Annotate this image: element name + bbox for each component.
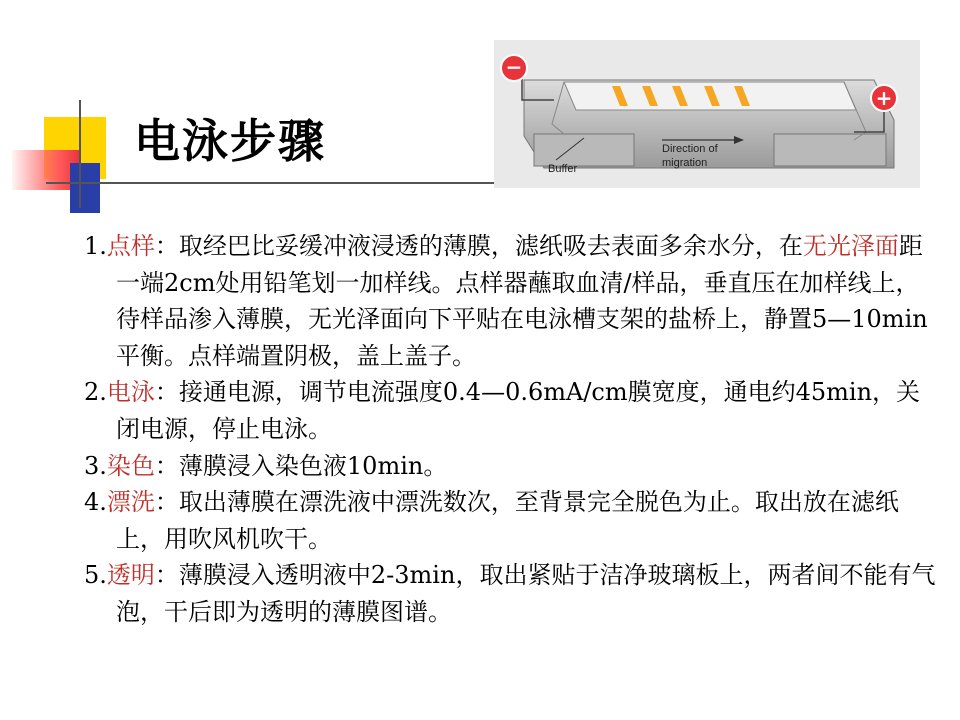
step-number: 5. [84,561,107,590]
migration-label: migration [662,157,708,169]
step-2: 2.电泳：接通电源，调节电流强度0.4—0.6mA/cm膜宽度，通电约45min，关闭电源，停止电泳。 [84,378,921,443]
step-number: 2. [84,378,107,407]
step-text: 薄膜浸入染色液10min。 [178,451,448,480]
step-text: 取出薄膜在漂洗液中漂洗数次，至背景完全脱色为止。取出放在滤纸上，用吹风机吹干。 [116,488,899,553]
buffer-label: Buffer [548,163,578,175]
electrophoresis-apparatus-diagram [494,40,920,188]
step-number: 4. [84,488,107,517]
step-keyword: 染色 [106,451,155,480]
decor-blue-square [70,163,100,213]
step-number: 3. [84,451,107,480]
step-text: 接通电源，调节电流强度0.4—0.6mA/cm膜宽度，通电约45min，关闭电源，停止电泳。 [116,378,921,443]
page-title: 电泳步骤 [134,114,326,168]
step-number: 1. [84,232,107,260]
procedure-steps [84,228,936,631]
plus-sign: + [875,86,893,110]
step-1: 1.点样：取经巴比妥缓冲液浸透的薄膜，滤纸吸去表面多余水分，在无光泽面距一端2cm处用铅笔划一加样线。点样器蘸取血清/样品，垂直压在加样线上，待样品渗入薄膜，无光泽面向下平贴在电泳槽支架的盐桥上，静置5—10min平衡。点样端置阴极，盖上盖子。 [84,232,928,370]
step-keyword: 点样 [106,232,155,260]
minus-sign: − [505,55,523,79]
step-4: 4.漂洗：取出薄膜在漂洗液中漂洗数次，至背景完全脱色为止。取出放在滤纸上，用吹风机吹干。 [84,488,899,553]
step-keyword: 漂洗 [106,488,155,517]
step-text: 薄膜浸入透明液中2-3min，取出紧贴于洁净玻璃板上，两者间不能有气泡，干后即为透明的薄膜图谱。 [116,561,936,626]
step-3: 3.染色：薄膜浸入染色液10min。 [84,451,448,480]
direction-label: Direction of [662,143,718,155]
step-keyword-inline: 无光泽面 [802,232,899,260]
step-text: 距一端2cm处用铅笔划一加样线。点样器蘸取血清/样品，垂直压在加样线上，待样品渗入薄膜，无光泽面向下平贴在电泳槽支架的盐桥上，静置5—10min平衡。点样端置阴极，盖上盖子。 [116,232,928,370]
step-text: 取经巴比妥缓冲液浸透的薄膜，滤纸吸去表面多余水分，在 [178,232,803,260]
step-5: 5.透明：薄膜浸入透明液中2-3min，取出紧贴于洁净玻璃板上，两者间不能有气泡，干后即为透明的薄膜图谱。 [84,561,936,626]
step-keyword: 电泳 [106,378,155,407]
decor-vertical-line [79,100,81,208]
step-keyword: 透明 [106,561,155,590]
